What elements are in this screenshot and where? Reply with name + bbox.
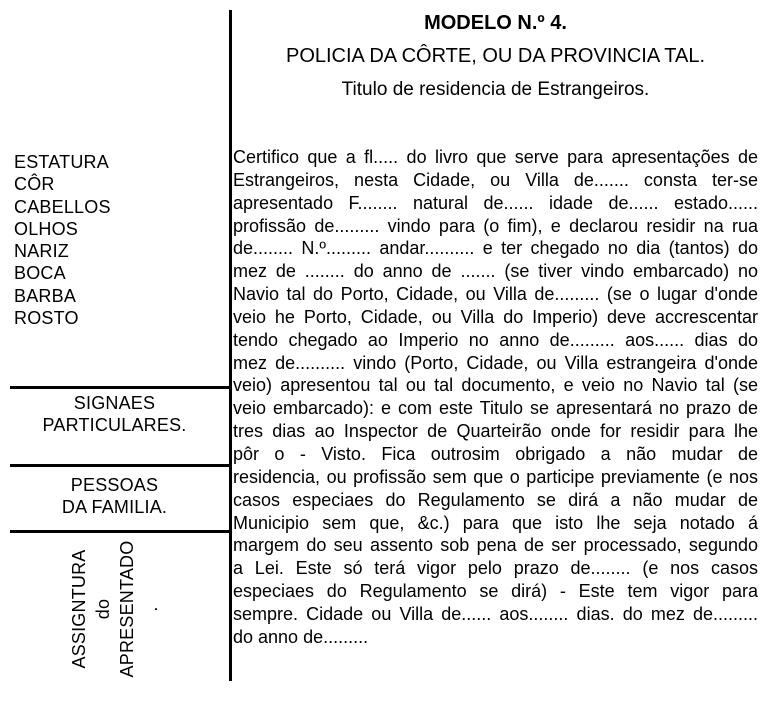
certificate-text-line: especiaes do Regulamento se dirá) - Este tem vigor para <box>233 581 758 602</box>
certificate-text-line: veio) apresentou tal ou tal documento, e veio no Navio tal (se <box>233 375 758 396</box>
descriptor-label: BOCA <box>14 263 66 284</box>
certificate-text-line: profissão de......... vindo para (o fim), e declarou residir na rua <box>233 215 758 236</box>
section-pessoas-da-familia <box>0 474 229 518</box>
section-divider-rule <box>10 530 229 533</box>
certificate-text-line: do anno de......... <box>233 626 369 647</box>
descriptor-label: CÔR <box>14 174 55 195</box>
descriptor-label: BARBA <box>14 285 77 306</box>
certificate-text-line: mez de.......... vindo (Porto, Cidade, ou Villa estrangeira d'onde <box>233 352 758 373</box>
section-heading-line: SIGNAES <box>73 393 156 413</box>
certificate-text-line: sempre. Cidade ou Villa de...... aos........ dias. do mez de......... <box>233 603 758 624</box>
certificate-text-line: pôr o - Visto. Fica outrosim obrigado a não mudar de <box>233 443 758 464</box>
page-subtitle: POLICIA DA CÔRTE, OU DA PROVINCIA TAL. <box>285 45 705 67</box>
certificate-text-line: veio embarcado): e com este Titulo se apresentará no prazo de <box>233 398 758 419</box>
page-subject: Titulo de residencia de Estrangeiros. <box>341 79 650 100</box>
section-heading-line: PESSOAS <box>70 475 159 495</box>
section-heading-line: PARTICULARES. <box>42 415 187 435</box>
certificate-body-text <box>233 146 758 649</box>
section-signaes-particulares <box>0 392 229 436</box>
signature-caption-line: ASSIGNTURA <box>69 549 89 669</box>
descriptor-list <box>14 151 224 329</box>
certificate-text-line: a Lei. Este só terá vigor pelo prazo de........ (e nos casos <box>233 558 758 579</box>
certificate-text-line: mez de ........ do anno de ....... (se tiver vindo embarcado) no <box>233 261 758 282</box>
descriptor-label: CABELLOS <box>14 196 111 217</box>
certificate-text-line: tres dias ao Inspector de Quarteirão onde for residir para lhe <box>233 421 758 442</box>
certificate-text-line: veio he Porto, Cidade, ou Villa do Imperio) deve accrescentar <box>233 306 758 327</box>
column-divider-rule <box>229 10 232 681</box>
section-divider-rule <box>10 386 229 389</box>
descriptor-label: NARIZ <box>14 241 69 262</box>
descriptor-label: ESTATURA <box>14 152 109 172</box>
certificate-text-line: Estrangeiros, nesta Cidade, ou Villa de....... consta ter-se <box>233 169 758 190</box>
certificate-text-line: casos especiaes do Regulamento se dirá a não mudar de <box>233 489 758 510</box>
certificate-text-line: residencia, ou profissão sem que o participe previamente (e nos <box>233 466 758 487</box>
signature-caption-line: APRESENTADO <box>117 540 137 678</box>
page-title: MODELO N.º 4. <box>424 12 567 34</box>
certificate-text-line: tendo chegado ao Imperio no anno de......... aos...... dias do <box>233 329 758 350</box>
certificate-text-line: margem do seu assento sob pena de ser processado, segundo <box>233 535 758 556</box>
signature-rotated-caption <box>67 534 163 684</box>
certificate-text-line: Municipio sem que, &c.) para que isto lhe seja notado á <box>233 512 758 533</box>
descriptor-label: OLHOS <box>14 218 79 239</box>
certificate-text-line: Certifico que a fl..... do livro que serve para apresentações de <box>233 147 758 167</box>
section-heading-line: DA FAMILIA. <box>61 497 168 517</box>
signature-caption-line: . <box>141 606 161 612</box>
section-divider-rule <box>10 464 229 467</box>
certificate-text-line: Navio tal do Porto, Cidade, ou Villa de......... (se o lugar d'onde <box>233 284 758 305</box>
signature-caption-line: do <box>93 598 113 620</box>
certificate-text-line: apresentado F........ natural de...... idade de...... estado...... <box>233 192 758 213</box>
certificate-text-line: de........ N.º......... andar.......... e ter chegado no dia (tantos) do <box>233 238 758 259</box>
descriptor-label: ROSTO <box>14 308 79 329</box>
